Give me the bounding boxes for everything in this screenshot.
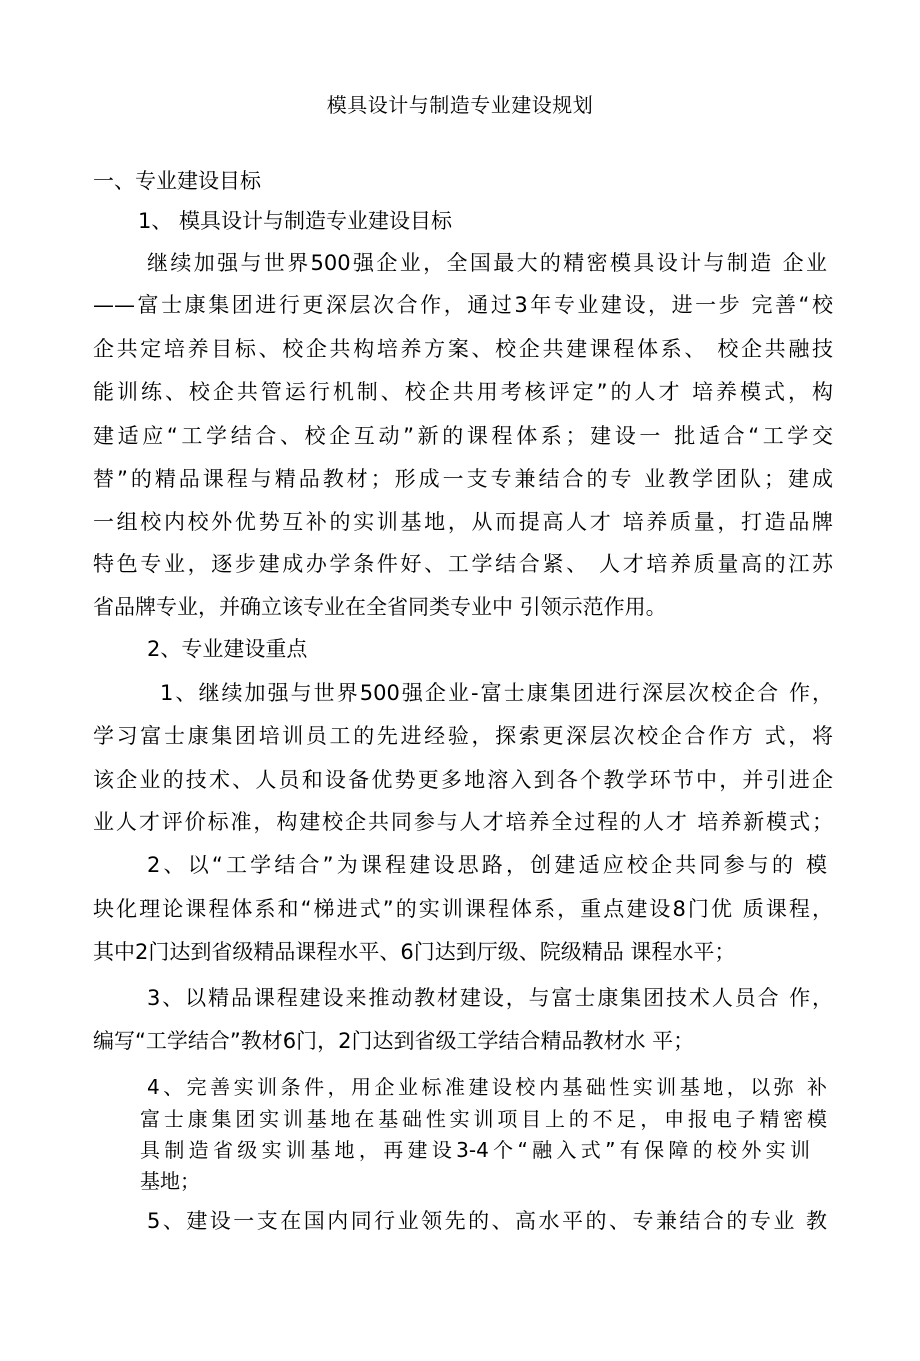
list-item-line: 具制造省级实训基地，再建设3-4个“融入式”有保障的校外实训 — [140, 1138, 810, 1162]
list-item-line: 富士康集团实训基地在基础性实训项目上的不足，申报电子精密模 — [140, 1107, 827, 1131]
subsection-heading: 1、 模具设计与制造专业建设目标 — [138, 209, 453, 233]
list-item-line: 3、以精品课程建设来推动教材建设，与富士康集团技术人员合 作， — [147, 986, 833, 1010]
list-item-line: 1、继续加强与世界500强企业-富士康集团进行深层次校企合 作， — [160, 681, 833, 705]
paragraph-line: 特色专业，逐步建成办学条件好、工学结合紧、 人才培养质量高的江苏 — [93, 552, 833, 576]
list-item-line: 5、建设一支在国内同行业领先的、高水平的、专兼结合的专业 教 — [147, 1209, 827, 1233]
list-item-line: 编写“工学结合”教材6门，2门达到省级工学结合精品教材水 平； — [93, 1029, 695, 1053]
section-heading: 一、专业建设目标 — [93, 169, 261, 193]
list-item-line: 基地； — [140, 1169, 200, 1193]
paragraph-line: 继续加强与世界500强企业，全国最大的精密模具设计与制造 企业 — [147, 251, 827, 275]
list-item-line: 其中2门达到省级精品课程水平、6门达到厅级、院级精品 课程水平； — [93, 940, 736, 964]
paragraph-line: 企共定培养目标、校企共构培养方案、校企共建课程体系、 校企共融技 — [93, 337, 833, 361]
list-item-line: 4、完善实训条件，用企业标准建设校内基础性实训基地，以弥 补 — [147, 1075, 827, 1099]
paragraph-line: ——富士康集团进行更深层次合作，通过3年专业建设，进一步 完善“校 — [93, 293, 833, 317]
paragraph-line: 省品牌专业，并确立该专业在全省同类专业中 引领示范作用。 — [93, 595, 667, 619]
list-item-line: 该企业的技术、人员和设备优势更多地溶入到各个教学环节中，并引进企 — [93, 768, 833, 792]
subsection-heading: 2、专业建设重点 — [147, 637, 308, 661]
paragraph-line: 建适应“工学结合、校企互动”新的课程体系；建设一 批适合“工学交 — [93, 424, 833, 448]
paragraph-line: 一组校内校外优势互补的实训基地，从而提高人才 培养质量，打造品牌 — [93, 510, 833, 534]
list-item-line: 2、以“工学结合”为课程建设思路，创建适应校企共同参与的 模 — [147, 853, 827, 877]
list-item-line: 学习富士康集团培训员工的先进经验，探索更深层次校企合作方 式，将 — [93, 724, 833, 748]
paragraph-line: 替”的精品课程与精品教材；形成一支专兼结合的专 业教学团队；建成 — [93, 467, 833, 491]
paragraph-line: 能训练、校企共管运行机制、校企共用考核评定”的人才 培养模式，构 — [93, 380, 833, 404]
list-item-line: 块化理论课程体系和“梯进式”的实训课程体系，重点建设8门优 质课程， — [93, 897, 833, 921]
page-title: 模具设计与制造专业建设规划 — [326, 93, 594, 117]
list-item-line: 业人才评价标准，构建校企共同参与人才培养全过程的人才 培养新模式； — [93, 810, 833, 834]
